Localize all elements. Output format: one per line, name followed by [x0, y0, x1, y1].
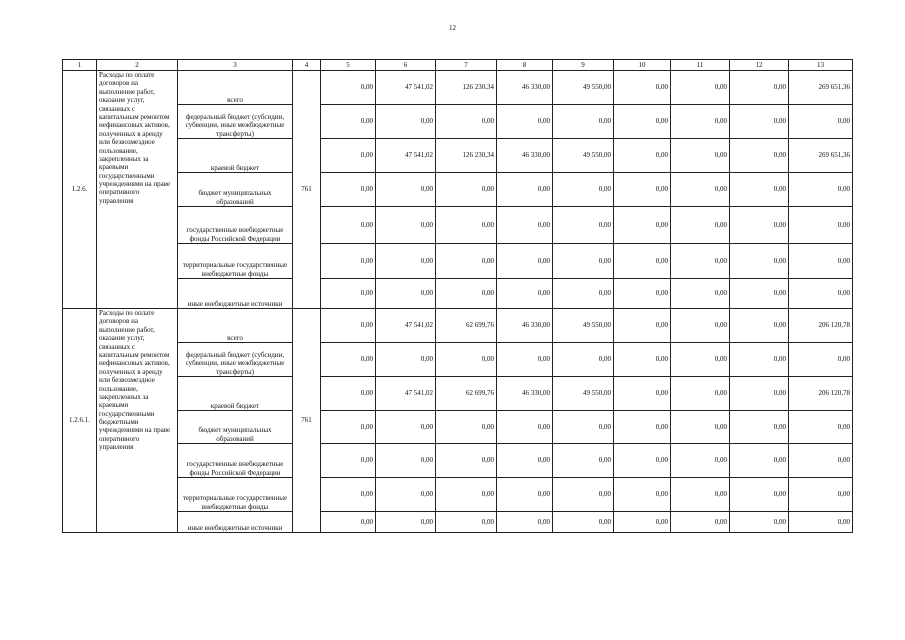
funding-source: территориальные государственные внебюджетные фонды	[178, 478, 293, 512]
budget-code: 761	[293, 309, 321, 533]
amount-cell: 0,00	[497, 444, 553, 478]
budget-code: 761	[293, 71, 321, 309]
funding-source: государственные внебюджетные фонды Российской Федерации	[178, 207, 293, 244]
amount-cell: 0,00	[730, 377, 789, 411]
amount-cell: 0,00	[789, 411, 853, 444]
amount-cell: 0,00	[671, 173, 730, 207]
amount-cell: 0,00	[671, 207, 730, 244]
amount-cell: 0,00	[614, 139, 671, 173]
amount-cell: 0,00	[730, 279, 789, 309]
amount-cell: 0,00	[671, 343, 730, 377]
table-row	[63, 411, 853, 444]
amount-cell: 0,00	[376, 343, 436, 377]
funding-source: бюджет муниципальных образований	[178, 173, 293, 207]
amount-cell: 0,00	[789, 444, 853, 478]
amount-cell: 0,00	[730, 71, 789, 105]
amount-cell: 0,00	[553, 173, 614, 207]
amount-cell: 0,00	[497, 411, 553, 444]
amount-cell: 0,00	[321, 279, 376, 309]
funding-source: краевой бюджет	[178, 139, 293, 173]
amount-cell: 0,00	[497, 207, 553, 244]
amount-cell: 0,00	[671, 512, 730, 533]
amount-cell: 0,00	[614, 512, 671, 533]
amount-cell: 0,00	[730, 139, 789, 173]
amount-cell: 0,00	[614, 444, 671, 478]
table-row	[63, 207, 853, 244]
amount-cell: 0,00	[789, 244, 853, 279]
amount-cell: 0,00	[671, 411, 730, 444]
amount-cell: 0,00	[671, 71, 730, 105]
column-header: 11	[671, 60, 730, 71]
amount-cell: 0,00	[553, 512, 614, 533]
amount-cell: 46 330,00	[497, 71, 553, 105]
amount-cell: 0,00	[321, 71, 376, 105]
amount-cell: 0,00	[553, 444, 614, 478]
funding-source: иные внебюджетные источники	[178, 279, 293, 309]
amount-cell: 0,00	[614, 173, 671, 207]
amount-cell: 0,00	[671, 478, 730, 512]
table-row	[63, 309, 853, 343]
amount-cell: 0,00	[671, 244, 730, 279]
amount-cell: 0,00	[671, 309, 730, 343]
amount-cell: 0,00	[497, 478, 553, 512]
funding-source: бюджет муниципальных образований	[178, 411, 293, 444]
amount-cell: 0,00	[730, 444, 789, 478]
amount-cell: 0,00	[553, 343, 614, 377]
amount-cell: 0,00	[553, 478, 614, 512]
amount-cell: 0,00	[376, 244, 436, 279]
amount-cell: 0,00	[730, 105, 789, 139]
amount-cell: 49 550,00	[553, 377, 614, 411]
row-code: 1.2.6.1.	[63, 309, 97, 533]
amount-cell: 0,00	[553, 105, 614, 139]
amount-cell: 0,00	[614, 279, 671, 309]
amount-cell: 0,00	[671, 105, 730, 139]
amount-cell: 0,00	[553, 279, 614, 309]
row-description: Расходы по оплате договоров на выполнение работ, оказание услуг, связанных с капитальным ремонтом нефинансовых активов, полученных в аренду или безвозмездное пользование, закрепленных за краевыми государственными учреждениями на праве оперативного управления	[97, 71, 178, 309]
amount-cell: 0,00	[436, 207, 497, 244]
page-number: 12	[449, 24, 456, 32]
table-row	[63, 71, 853, 105]
amount-cell: 49 550,00	[553, 139, 614, 173]
amount-cell: 0,00	[614, 478, 671, 512]
amount-cell: 0,00	[553, 207, 614, 244]
funding-source: иные внебюджетные источники	[178, 512, 293, 533]
amount-cell: 0,00	[789, 478, 853, 512]
amount-cell: 0,00	[730, 478, 789, 512]
amount-cell: 0,00	[436, 478, 497, 512]
amount-cell: 47 541,02	[376, 71, 436, 105]
amount-cell: 0,00	[497, 105, 553, 139]
amount-cell: 0,00	[614, 105, 671, 139]
amount-cell: 0,00	[497, 173, 553, 207]
table-row	[63, 478, 853, 512]
amount-cell: 0,00	[730, 309, 789, 343]
funding-source: государственные внебюджетные фонды Российской Федерации	[178, 444, 293, 478]
amount-cell: 0,00	[614, 411, 671, 444]
funding-source: всего	[178, 309, 293, 343]
column-header: 4	[293, 60, 321, 71]
amount-cell: 49 550,00	[553, 71, 614, 105]
table-row	[63, 173, 853, 207]
amount-cell: 0,00	[436, 105, 497, 139]
amount-cell: 0,00	[376, 478, 436, 512]
amount-cell: 0,00	[436, 343, 497, 377]
amount-cell: 0,00	[730, 512, 789, 533]
table-row	[63, 377, 853, 411]
table-row	[63, 105, 853, 139]
amount-cell: 0,00	[376, 105, 436, 139]
amount-cell: 0,00	[614, 343, 671, 377]
amount-cell: 0,00	[376, 173, 436, 207]
amount-cell: 0,00	[497, 279, 553, 309]
amount-cell: 0,00	[614, 309, 671, 343]
amount-cell: 0,00	[376, 411, 436, 444]
column-header: 3	[178, 60, 293, 71]
table-row	[63, 343, 853, 377]
amount-cell: 0,00	[321, 309, 376, 343]
header-row	[63, 60, 853, 71]
amount-cell: 0,00	[789, 207, 853, 244]
amount-cell: 0,00	[789, 512, 853, 533]
column-header: 1	[63, 60, 97, 71]
amount-cell: 0,00	[789, 279, 853, 309]
table-row	[63, 444, 853, 478]
amount-cell: 0,00	[614, 377, 671, 411]
amount-cell: 62 699,76	[436, 377, 497, 411]
amount-cell: 0,00	[321, 343, 376, 377]
table-body	[63, 71, 853, 533]
amount-cell: 0,00	[436, 411, 497, 444]
amount-cell: 47 541,02	[376, 139, 436, 173]
amount-cell: 126 230,34	[436, 139, 497, 173]
amount-cell: 0,00	[614, 71, 671, 105]
table-row	[63, 244, 853, 279]
amount-cell: 206 120,78	[789, 377, 853, 411]
amount-cell: 0,00	[321, 512, 376, 533]
amount-cell: 0,00	[376, 444, 436, 478]
table-row	[63, 139, 853, 173]
row-description: Расходы по оплате договоров на выполнение работ, оказание услуг, связанных с капитальным ремонтом нефинансовых активов, полученных в аренду или безвозмездное пользование, закрепленных за краевыми государственными бюджетными учреждениями на праве оперативного управления	[97, 309, 178, 533]
amount-cell: 0,00	[553, 244, 614, 279]
amount-cell: 0,00	[321, 173, 376, 207]
amount-cell: 0,00	[730, 173, 789, 207]
amount-cell: 0,00	[436, 173, 497, 207]
amount-cell: 0,00	[730, 343, 789, 377]
amount-cell: 0,00	[497, 244, 553, 279]
amount-cell: 0,00	[376, 279, 436, 309]
amount-cell: 46 330,00	[497, 309, 553, 343]
funding-source: территориальные государственные внебюджетные фонды	[178, 244, 293, 279]
amount-cell: 0,00	[671, 139, 730, 173]
amount-cell: 0,00	[321, 444, 376, 478]
amount-cell: 0,00	[321, 244, 376, 279]
budget-table	[62, 59, 853, 533]
amount-cell: 0,00	[730, 411, 789, 444]
amount-cell: 0,00	[671, 444, 730, 478]
table-row	[63, 279, 853, 309]
amount-cell: 0,00	[789, 173, 853, 207]
amount-cell: 0,00	[497, 512, 553, 533]
column-header: 5	[321, 60, 376, 71]
amount-cell: 0,00	[789, 105, 853, 139]
amount-cell: 0,00	[436, 279, 497, 309]
amount-cell: 46 330,00	[497, 139, 553, 173]
amount-cell: 0,00	[730, 244, 789, 279]
column-header: 10	[614, 60, 671, 71]
amount-cell: 0,00	[553, 411, 614, 444]
funding-source: всего	[178, 71, 293, 105]
amount-cell: 49 550,00	[553, 309, 614, 343]
column-header: 9	[553, 60, 614, 71]
amount-cell: 269 651,36	[789, 139, 853, 173]
amount-cell: 0,00	[671, 377, 730, 411]
column-header: 8	[497, 60, 553, 71]
amount-cell: 47 541,02	[376, 309, 436, 343]
column-header: 6	[376, 60, 436, 71]
amount-cell: 0,00	[614, 207, 671, 244]
column-header: 12	[730, 60, 789, 71]
amount-cell: 0,00	[321, 139, 376, 173]
amount-cell: 0,00	[376, 207, 436, 244]
amount-cell: 62 699,76	[436, 309, 497, 343]
amount-cell: 0,00	[614, 244, 671, 279]
row-code: 1.2.6.	[63, 71, 97, 309]
amount-cell: 206 120,78	[789, 309, 853, 343]
amount-cell: 0,00	[321, 478, 376, 512]
amount-cell: 0,00	[671, 279, 730, 309]
column-header: 7	[436, 60, 497, 71]
column-header: 13	[789, 60, 853, 71]
amount-cell: 47 541,02	[376, 377, 436, 411]
funding-source: федеральный бюджет (субсидии, субвенции, иные межбюджетные трансферты)	[178, 105, 293, 139]
amount-cell: 0,00	[321, 105, 376, 139]
amount-cell: 0,00	[436, 244, 497, 279]
funding-source: федеральный бюджет (субсидии, субвенции, иные межбюджетные трансферты)	[178, 343, 293, 377]
amount-cell: 0,00	[376, 512, 436, 533]
table-row	[63, 512, 853, 533]
column-header: 2	[97, 60, 178, 71]
amount-cell: 0,00	[497, 343, 553, 377]
amount-cell: 0,00	[321, 207, 376, 244]
amount-cell: 46 330,00	[497, 377, 553, 411]
amount-cell: 269 651,36	[789, 71, 853, 105]
amount-cell: 0,00	[436, 444, 497, 478]
amount-cell: 0,00	[321, 411, 376, 444]
funding-source: краевой бюджет	[178, 377, 293, 411]
amount-cell: 0,00	[436, 512, 497, 533]
amount-cell: 0,00	[789, 343, 853, 377]
amount-cell: 0,00	[730, 207, 789, 244]
amount-cell: 126 230,34	[436, 71, 497, 105]
amount-cell: 0,00	[321, 377, 376, 411]
